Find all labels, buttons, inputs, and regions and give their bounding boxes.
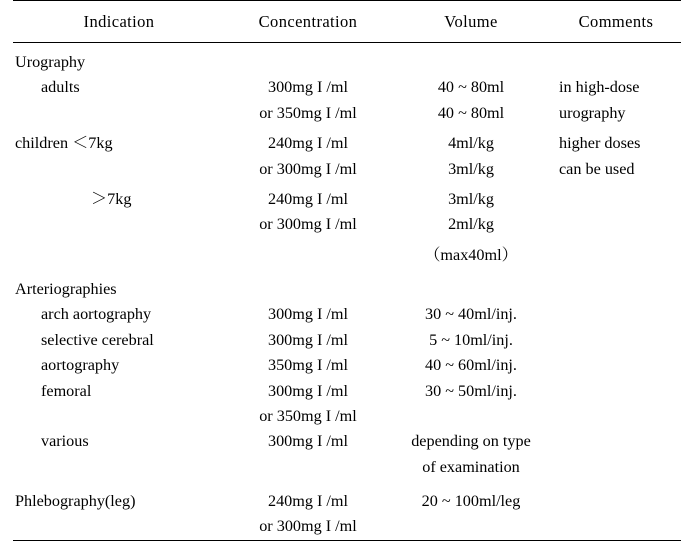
cell-volume <box>391 277 551 302</box>
table-row <box>13 43 681 76</box>
table-row <box>13 126 681 156</box>
contrast-dose-table <box>13 0 681 541</box>
cell-volume: 3ml/kg <box>448 189 494 208</box>
table-row <box>13 302 681 327</box>
table-row <box>13 454 681 479</box>
cell-indication <box>13 237 225 267</box>
cell-volume: 30 ~ 40ml/inj. <box>425 305 517 324</box>
cell-comments <box>551 43 681 76</box>
cell-volume <box>391 43 551 76</box>
table-row <box>13 237 681 267</box>
table-row <box>13 212 681 237</box>
cell-comments <box>551 328 681 353</box>
table-body <box>13 43 681 541</box>
cell-indication <box>13 404 225 429</box>
cell-volume <box>391 404 551 429</box>
cell-volume: 5 ~ 10ml/inj. <box>429 330 513 349</box>
cell-indication: Urography <box>15 53 86 71</box>
cell-comments <box>551 182 681 212</box>
cell-concentration: 240mg I /ml <box>267 134 349 153</box>
table-row-spacer <box>13 268 681 277</box>
cell-indication <box>13 101 225 126</box>
cell-concentration: or 300mg I /ml <box>225 514 391 540</box>
cell-concentration: 300mg I /ml <box>267 78 349 97</box>
cell-comments <box>551 277 681 302</box>
cell-comments: in high-dose <box>559 78 640 97</box>
cell-comments <box>551 514 681 540</box>
cell-comments <box>551 302 681 327</box>
cell-volume: 4ml/kg <box>448 134 494 153</box>
cell-concentration: or 350mg I /ml <box>259 103 357 122</box>
column-header-indication: Indication <box>83 12 155 31</box>
cell-indication: children ＜7kg <box>15 134 113 153</box>
cell-volume: 30 ~ 50ml/inj. <box>425 381 517 400</box>
table-header <box>13 1 681 43</box>
cell-volume: 20 ~ 100ml/leg <box>421 492 521 510</box>
table-row <box>13 182 681 212</box>
cell-indication: aortography <box>41 356 120 375</box>
table-row <box>13 277 681 302</box>
cell-indication <box>13 514 225 540</box>
cell-volume: 3ml/kg <box>448 159 494 178</box>
cell-concentration: or 350mg I /ml <box>259 406 357 425</box>
cell-indication: arch aortography <box>41 305 152 324</box>
table-row <box>13 514 681 540</box>
cell-volume: （max40ml） <box>424 245 518 264</box>
cell-concentration: 300mg I /ml <box>267 432 349 451</box>
table-row <box>13 429 681 454</box>
cell-comments <box>551 378 681 403</box>
cell-volume: of examination <box>422 457 520 476</box>
cell-concentration <box>225 454 391 479</box>
table-row <box>13 404 681 429</box>
cell-indication: Arteriographies <box>15 280 117 298</box>
cell-volume: 2ml/kg <box>448 215 494 234</box>
cell-concentration: or 300mg I /ml <box>259 215 357 234</box>
column-header-concentration: Concentration <box>258 12 358 31</box>
cell-volume <box>391 514 551 540</box>
cell-comments <box>551 429 681 454</box>
table-row-spacer <box>13 480 681 489</box>
table-row <box>13 101 681 126</box>
cell-concentration: 240mg I /ml <box>267 492 349 510</box>
table-row <box>13 353 681 378</box>
cell-concentration: 300mg I /ml <box>267 305 349 324</box>
cell-comments: higher doses <box>559 134 641 153</box>
cell-comments: urography <box>559 103 626 122</box>
cell-indication: various <box>41 432 89 451</box>
column-header-volume: Volume <box>444 12 498 31</box>
cell-comments <box>551 353 681 378</box>
cell-comments <box>551 212 681 237</box>
cell-indication: femoral <box>41 381 92 400</box>
column-header-comments: Comments <box>578 12 654 31</box>
cell-comments <box>551 237 681 267</box>
table-row <box>13 489 681 514</box>
cell-comments <box>551 404 681 429</box>
cell-comments <box>551 489 681 514</box>
cell-concentration <box>225 43 391 76</box>
cell-indication: ＞7kg <box>91 189 132 208</box>
cell-indication <box>13 156 225 181</box>
cell-volume: depending on type <box>411 432 531 451</box>
cell-indication <box>13 454 225 479</box>
cell-concentration: 240mg I /ml <box>267 189 349 208</box>
cell-concentration: or 300mg I /ml <box>259 159 357 178</box>
cell-volume: 40 ~ 60ml/inj. <box>425 356 517 375</box>
cell-concentration: 300mg I /ml <box>267 330 349 349</box>
cell-volume: 40 ~ 80ml <box>437 103 505 122</box>
cell-concentration: 350mg I /ml <box>267 356 349 375</box>
table-row <box>13 328 681 353</box>
cell-indication: Phlebography(leg) <box>15 492 136 510</box>
table-header-row <box>13 1 681 43</box>
cell-volume: 40 ~ 80ml <box>437 78 505 97</box>
table-row <box>13 75 681 100</box>
cell-indication <box>13 212 225 237</box>
cell-indication: adults <box>41 78 80 97</box>
cell-concentration <box>225 277 391 302</box>
table-row <box>13 156 681 181</box>
cell-comments <box>551 454 681 479</box>
cell-indication: selective cerebral <box>41 330 154 349</box>
cell-concentration: 300mg I /ml <box>267 381 349 400</box>
cell-comments: can be used <box>559 159 635 178</box>
table-row <box>13 378 681 403</box>
cell-concentration <box>225 237 391 267</box>
